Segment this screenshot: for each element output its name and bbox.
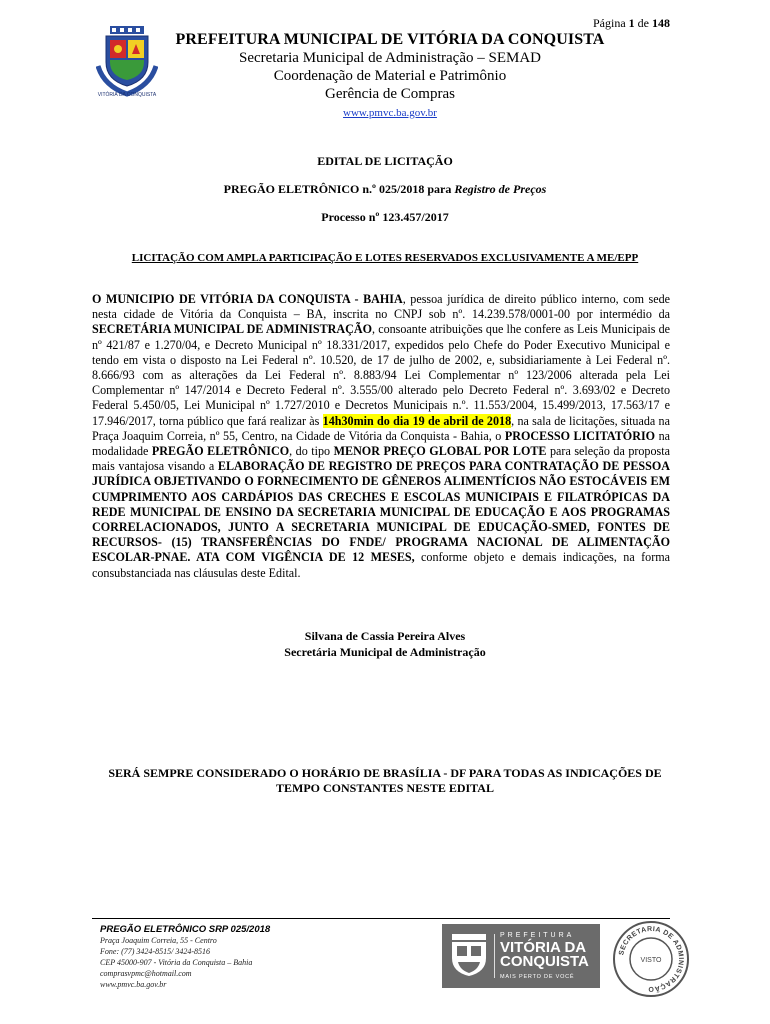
- pregao-line: PREGÃO ELETRÔNICO n.º 025/2018 para Registro de Preços: [223, 182, 547, 196]
- city-emblem-icon: [448, 934, 490, 978]
- gerencia-line: Gerência de Compras: [325, 86, 455, 102]
- logo-slogan: MAIS PERTO DE VOCÊ: [500, 974, 575, 980]
- footer-phone: Fone: (77) 3424-8515/ 3424-8516: [100, 947, 210, 956]
- footer-title: PREGÃO ELETRÔNICO SRP 025/2018: [100, 924, 271, 935]
- document-header: [170, 30, 610, 121]
- edital-body-paragraph: O MUNICIPIO DE VITÓRIA DA CONQUISTA - BAHIA, pessoa jurídica de direito público interno, com sede nesta cidade de Vitória da Conquista – BA, inscrita no CNPJ sob nº. 14.239.578/0001-00 por intermédio da SECRETÁRIA MUNICIPAL DE ADMINISTRAÇÃO, consoante atribuições que lhe confere as Leis Municipais de nº 421/87 e 1.270/04, e Decreto Municipal nº 18.331/2017, expedidos pelo Chefe do Poder Executivo Municipal e tendo em vista o disposto na Lei Federal nº. 10.520, de 17 de julho de 2002, e, subsidiariamente à Lei Federal nº. 8.666/93 com as alterações da Lei Federal nº. 8.883/94 Lei Complementar nº 123/2006 alterada pela Lei Complementar nº 147/2014 e Decreto Federal nº. 3.555/00 alterado pelo Decreto Federal nº. 3.693/02 e Decreto Federal 5.450/05, Lei Municipal nº 1.727/2010 e Decretos Municipais n.º. 11.553/2004, 15.499/2013, 17.563/17 e 17.946/2017, torna público que fará realizar às 14h30min do dia 19 de abril de 2018, na sala de licitações, situada na Praça Joaquim Correia, nº 55, Centro, na Cidade de Vitória da Conquista - Bahia, o PROCESSO LICITATÓRIO na modalidade PREGÃO ELETRÔNICO, do tipo MENOR PREÇO GLOBAL POR LOTE para seleção da proposta mais vantajosa visando a ELABORAÇÃO DE REGISTRO DE PREÇOS PARA CONTRATAÇÃO DE PESSOA JURÍDICA OBJETIVANDO O FORNECIMENTO DE GÊNEROS ALIMENTÍCIOS NÃO ESTOCÁVEIS EM CUMPRIMENTO AOS CARDÁPIOS DAS CRECHES E ESCOLAS MUNICIPAIS E FILATRÓPICAS DA REDE MUNICIPAL DE ENSINO DA SECRETARIA MUNICIPAL DE EDUCAÇÃO E AOS PROGRAMAS CORRELACIONADOS, JUNTO A SECRETARIA MUNICIPAL DE EDUCAÇÃO-SMED, FONTES DE RECURSOS- (15) TRANSFERÊNCIAS DO FNDE/ PROGRAMA NACIONAL DE ALIMENTAÇÃO ESCOLAR-PNAE. ATA COM VIGÊNCIA DE 12 MESES, conforme objeto e demais indicações, na forma consubstanciada nas cláusulas deste Edital.: [92, 292, 671, 580]
- processo-line: Processo nº 123.457/2017: [321, 210, 449, 224]
- footer-contact: [100, 924, 270, 990]
- footer-email: comprasvpmc@hotmail.com: [100, 969, 192, 978]
- page-number: Página 1 de 148: [593, 16, 670, 30]
- logo-city-name: VITÓRIA DA CONQUISTA: [500, 939, 589, 970]
- seal-text: SECRETARIA DE ADMINISTRAÇÃO: [618, 925, 685, 993]
- seal-center-text: VISTO: [640, 957, 662, 964]
- logo-prefeitura-text: PREFEITURA: [500, 932, 575, 939]
- prefeitura-logo: [442, 924, 600, 988]
- website-link[interactable]: www.pmvc.ba.gov.br: [343, 107, 437, 119]
- footer-cep: CEP 45000-907 - Vitória da Conquista – Bahia: [100, 958, 253, 967]
- secretaria-line: Secretaria Municipal de Administração – SEMAD: [238, 50, 541, 66]
- footer-site: www.pmvc.ba.gov.br: [100, 980, 167, 989]
- signer-name: Silvana de Cassia Pereira Alves: [304, 629, 466, 643]
- signature-block: [0, 628, 770, 660]
- time-notice: SERÁ SEMPRE CONSIDERADO O HORÁRIO DE BRASÍLIA - DF PARA TODAS AS INDICAÇÕES DE TEMPO CONSTANTES NESTE EDITAL: [108, 766, 662, 795]
- date-highlight: 14h30min do dia 19 de abril de 2018: [322, 413, 512, 428]
- edital-title: EDITAL DE LICITAÇÃO: [317, 154, 453, 168]
- licitacao-line: LICITAÇÃO COM AMPLA PARTICIPAÇÃO E LOTES RESERVADOS EXCLUSIVAMENTE A ME/EPP: [131, 252, 639, 264]
- administration-seal-icon: [612, 920, 690, 998]
- coordenacao-line: Coordenação de Material e Patrimônio: [273, 68, 507, 84]
- city-crest-icon: [96, 26, 158, 100]
- footer-divider: [92, 918, 670, 919]
- footer-address: Praça Joaquim Correia, 55 - Centro: [100, 936, 217, 945]
- crest-text: VITÓRIA DA CONQUISTA: [97, 92, 157, 98]
- signer-role: Secretária Municipal de Administração: [284, 645, 486, 659]
- org-title: PREFEITURA MUNICIPAL DE VITÓRIA DA CONQUISTA: [175, 31, 605, 48]
